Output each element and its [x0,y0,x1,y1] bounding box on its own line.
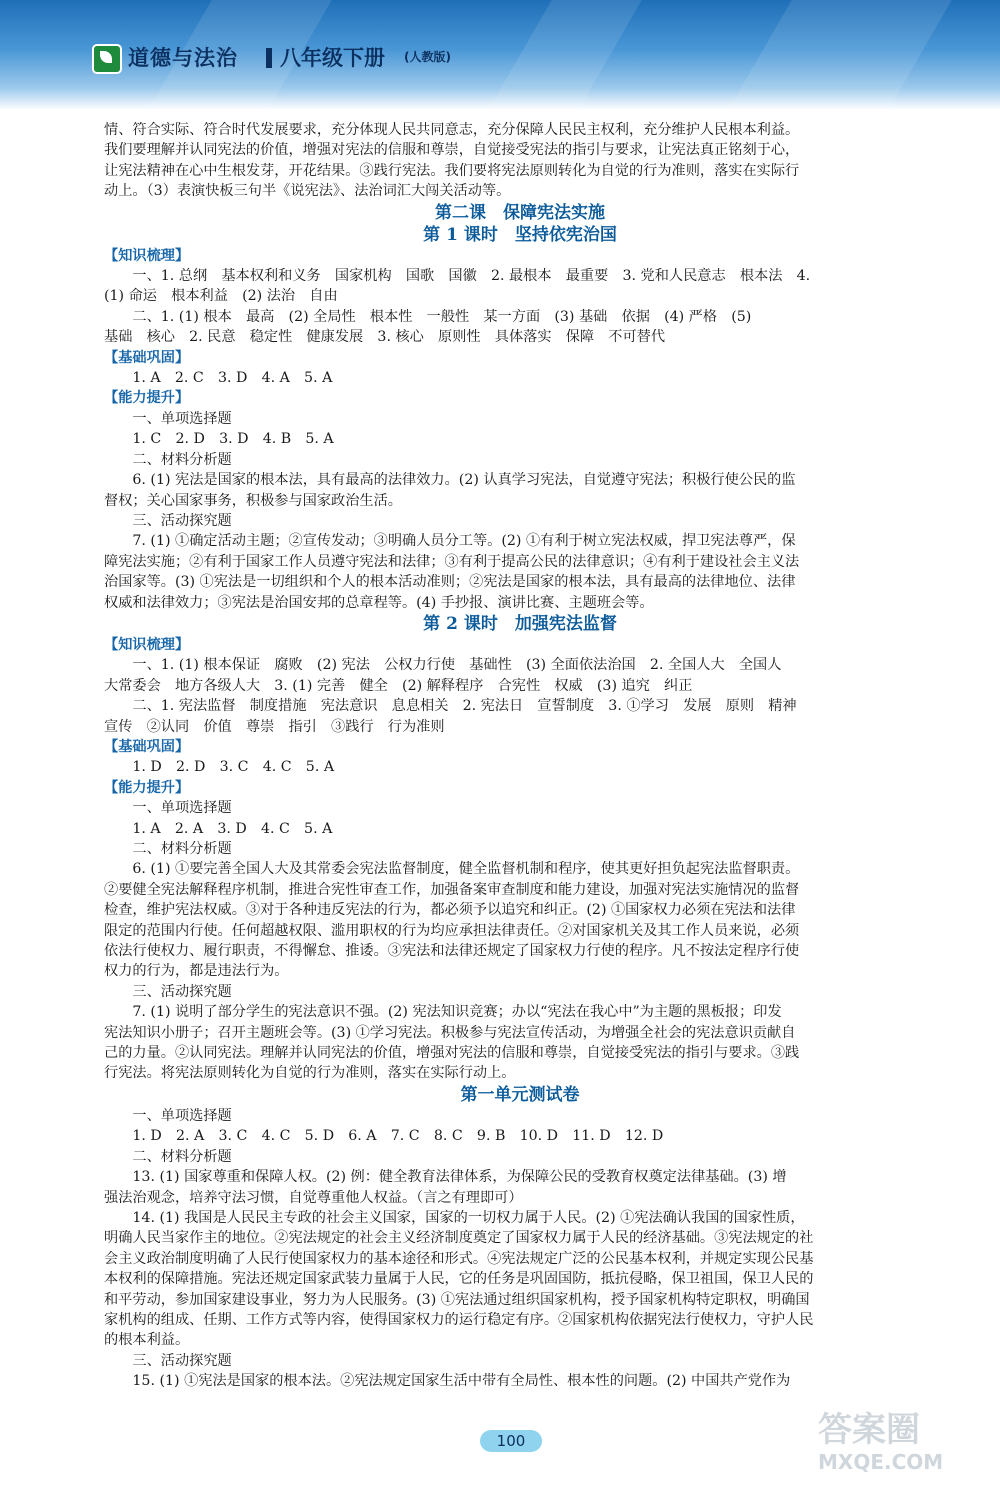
watermark [818,1410,988,1490]
text-line: 6. (1) ①要完善全国人大及其常委会宪法监督制度，健全监督机制和程序，使其更好担负起宪法监督职责。 [132,861,800,878]
text-line: 14. (1) 我国是人民民主专政的社会主义国家，国家的一切权力属于人民。(2) ①宪法确认我国的国家性质， [132,1209,805,1226]
text-line: 权威和法律效力；③宪法是治国安邦的总章程等。(4) 手抄报、演讲比赛、主题班会等。 [104,594,654,611]
text-line: 一、1. (1) 根本保证 腐败 (2) 宪法 公权力行使 基础性 (3) 全面依法治国 2. 全国人大 全国人 [132,657,782,674]
text-line: 宣传 ②认同 价值 尊崇 指引 ③践行 行为准则 [104,718,445,735]
text-line: 的根本利益。 [104,1332,190,1349]
text-line: 7. (1) ①确定活动主题；②宣传发动；③明确人员分工等。(2) ①有利于树立宪法权威，捍卫宪法尊严，保 [132,533,796,550]
section-heading: 第 1 课时 坚持依宪治国 [423,224,617,245]
text-line: 检查，维护宪法权威。③对于各种违反宪法的行为，都必须予以追究和纠正。(2) ①国家权力必须在宪法和法律 [104,902,796,919]
text-line: 大常委会 地方各级人大 3. (1) 完善 健全 (2) 解释程序 合宪性 权威 (3) 追究 纠正 [104,677,693,694]
text-line: 13. (1) 国家尊重和保障人权。(2) 例：健全教育法律体系，为保障公民的受教育权奠定法律基础。(3) 增 [132,1169,787,1186]
edition-label: (人教版) [404,50,451,64]
text-line: 1. A 2. C 3. D 4. A 5. A [132,370,333,387]
text-line: 我们要理解并认同宪法的价值，增强对宪法的信服和尊崇，自觉接受宪法的指引与要求，让宪法真正铭刻于心， [104,142,800,159]
text-line: 己的力量。②认同宪法。理解并认同宪法的价值，增强对宪法的信服和尊崇，自觉接受宪法的指引与要求。③践 [104,1045,800,1062]
text-line: 治国家等。(3) ①宪法是一切组织和个人的根本活动准则；②宪法是国家的根本法，具有最高的法律地位、法律 [104,574,796,591]
text-line: 1. D 2. D 3. C 4. C 5. A [132,759,335,776]
page-header [0,0,1000,110]
header-stripe [488,0,642,110]
text-line: 二、材料分析题 [132,451,232,468]
text-line: 依法行使权力、履行职责，不得懈怠、推诿。③宪法和法律还规定了国家权力行使的程序。凡不按法定程序行使 [104,943,800,960]
text-line: 让宪法精神在心中生根发芽，开花结果。③践行宪法。我们要将宪法原则转化为自觉的行为准则，落实在实际行 [104,162,800,179]
text-line: 7. (1) 说明了部分学生的宪法意识不强。(2) 宪法知识竞赛；办以“宪法在我心中”为主题的黑板报；印发 [132,1004,782,1021]
section-label: 【能力提升】 [104,390,190,407]
text-line: 明确人民当家作主的地位。②宪法规定的社会主义经济制度奠定了国家权力属于人民的经济基础。③宪法规定的社 [104,1230,814,1247]
text-line: 权力的行为，都是违法行为。 [104,963,289,980]
text-line: 一、单项选择题 [132,1107,232,1124]
text-line: 限定的范围内行使。任何超越权限、滥用职权的行为均应承担法律责任。②对国家机关及其工作人员来说，必须 [104,922,800,939]
text-line: 基础 核心 2. 民意 稳定性 健康发展 3. 核心 原则性 具体落实 保障 不可替代 [104,329,666,346]
text-line: 动上。（3）表演快板三句半《说宪法》、法治词汇大闯关活动等。 [104,183,511,200]
section-label: 【基础巩固】 [104,349,190,366]
text-line: 行宪法。将宪法原则转化为自觉的行为准则，落实在实际行动上。 [104,1065,516,1082]
section-heading: 第二课 保障宪法实施 [435,202,605,223]
text-line: 1. A 2. A 3. D 4. C 5. A [132,820,333,837]
answer-content [104,120,936,1392]
watermark-url: MXQE.COM [818,1450,944,1474]
header-stripe [728,0,952,110]
text-line: 1. D 2. A 3. C 4. C 5. D 6. A 7. C 8. C 9. B 10. D 11. D 12. D [132,1128,664,1145]
text-line: 二、1. 宪法监督 制度措施 宪法意识 息息相关 2. 宪法日 宣誓制度 3. ①学习 发展 原则 精神 [132,698,797,715]
text-line: ②要健全宪法解释程序机制，推进合宪性审查工作，加强备案审查制度和能力建设，加强对宪法实施情况的监督 [104,881,800,898]
text-line: 宪法知识小册子；召开主题班会等。(3) ①学习宪法。积极参与宪法宣传活动，为增强全社会的宪法意识贡献自 [104,1024,796,1041]
page-number: 100 [480,1430,542,1452]
text-line: 情、符合实际、符合时代发展要求，充分体现人民共同意志，充分保障人民民主权利，充分维护人民根本利益。 [104,122,800,138]
text-line: 强法治观念，培养守法习惯，自觉尊重他人权益。（言之有理即可） [104,1189,523,1206]
text-line: 障宪法实施；②有利于国家工作人员遵守宪法和法律；③有利于提高公民的法律意识；④有利于建设社会主义法 [104,553,800,570]
text-line: 1. C 2. D 3. D 4. B 5. A [132,431,334,448]
text-line: 三、活动探究题 [132,983,232,1000]
book-title: 道德与法治 [128,46,238,70]
section-label: 【基础巩固】 [104,738,190,755]
text-line: (1) 命运 根本利益 (2) 法治 自由 [104,288,338,305]
text-line: 督权；关心国家事务，积极参与国家政治生活。 [104,492,402,509]
section-heading: 第一单元测试卷 [460,1084,580,1105]
text-line: 三、活动探究题 [132,1352,232,1369]
text-line: 会主义政治制度明确了人民行使国家权力的基本途径和形式。④宪法规定广泛的公民基本权利，并规定实现公民基 [104,1250,814,1267]
text-line: 二、1. (1) 根本 最高 (2) 全局性 根本性 一般性 某一方面 (3) 基础 依据 (4) 严格 (5) [132,308,752,325]
section-label: 【能力提升】 [104,779,190,796]
title-separator [266,48,272,68]
text-line: 三、活动探究题 [132,512,232,529]
section-label: 【知识梳理】 [104,247,190,264]
text-line: 15. (1) ①宪法是国家的根本法。②宪法规定国家生活中带有全局性、根本性的问题。(2) 中国共产党作为 [132,1373,791,1390]
grade-label: 八年级下册 [280,46,385,70]
text-line: 二、材料分析题 [132,841,232,857]
watermark-logo-text: 答案圈 [818,1410,920,1450]
section-heading: 第 2 课时 加强宪法监督 [423,613,617,634]
text-line: 和平劳动，参加国家建设事业，努力为人民服务。(3) ①宪法通过组织国家机构，授予国家机构特定职权，明确国 [104,1291,810,1308]
text-line: 6. (1) 宪法是国家的根本法，具有最高的法律效力。(2) 认真学习宪法，自觉遵守宪法；积极行使公民的监 [132,472,796,489]
text-line: 二、材料分析题 [132,1148,232,1165]
text-line: 一、1. 总纲 基本权利和义务 国家机构 国歌 国徽 2. 最根本 最重要 3. 党和人民意志 根本法 4. [132,268,811,285]
section-label: 【知识梳理】 [104,636,190,653]
text-line: 一、单项选择题 [132,410,232,427]
text-line: 家机构的组成、任期、工作方式等内容，使得国家权力的运行稳定有序。②国家机构依据宪法行使权力，守护人民 [104,1311,814,1328]
leaf-logo-icon [92,44,122,74]
text-line: 本权利的保障措施。宪法还规定国家武装力量属于人民，它的任务是巩固国防，抵抗侵略，保卫祖国，保卫人民的 [104,1271,814,1288]
text-line: 一、单项选择题 [132,800,232,817]
